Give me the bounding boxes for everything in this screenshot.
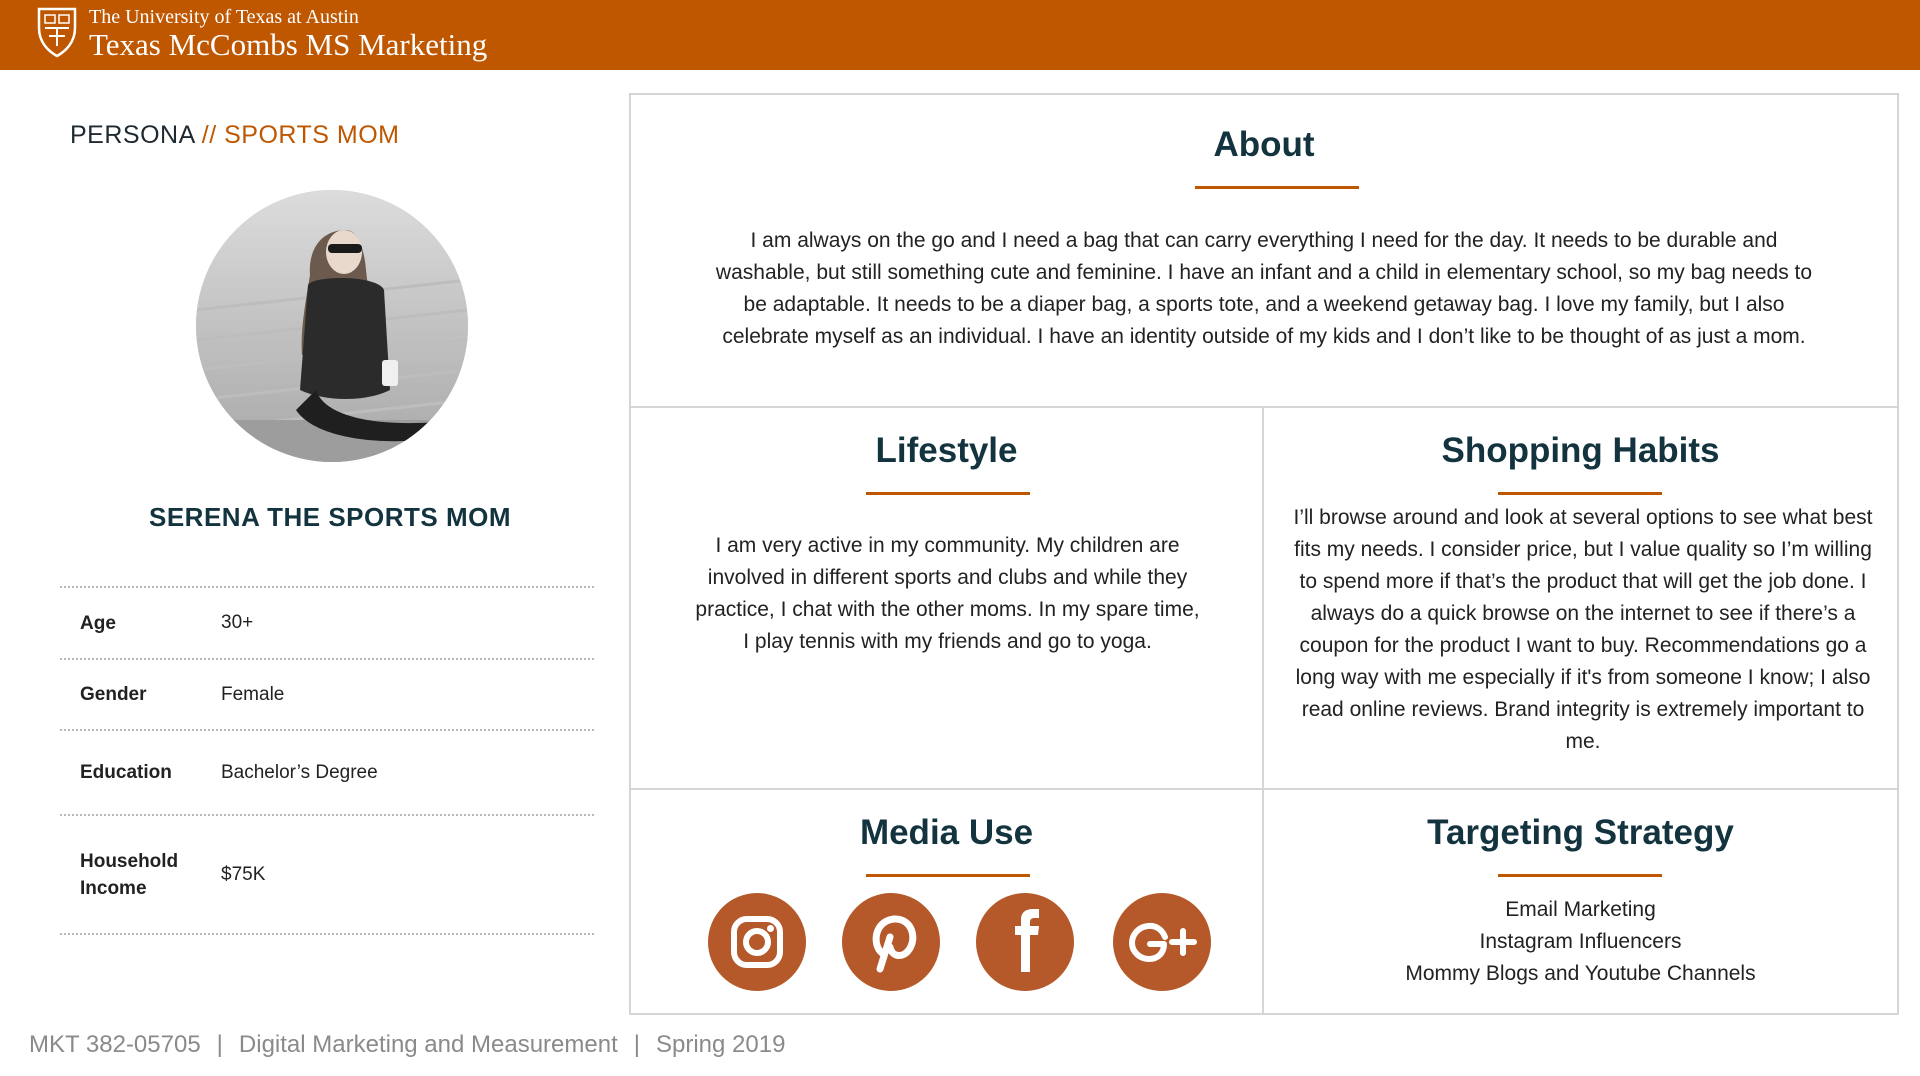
persona-photo [196,190,468,462]
shopping-title: Shopping Habits [1441,431,1720,470]
persona-grid [629,93,1899,1015]
course-term: Spring 2019 [655,1031,786,1058]
pinterest-icon[interactable] [842,893,940,991]
detail-value: Female [221,683,285,705]
google-plus-icon[interactable] [1113,893,1211,991]
shopping-habits-section [1264,408,1897,790]
detail-label: Gender [80,684,147,705]
targeting-item: Instagram Influencers [1479,930,1682,953]
program-name: Texas McCombs MS Marketing [89,27,488,62]
course-code: MKT 382-05705 [29,1031,201,1058]
shopping-underline [1498,492,1662,495]
targeting-item: Email Marketing [1505,898,1656,921]
detail-label: Education [80,762,172,783]
detail-label: Age [80,612,116,634]
lifestyle-underline [866,492,1030,495]
persona-heading [70,121,400,150]
about-underline [1195,186,1359,189]
shopping-text: I’ll browse around and look at several options to see what best fits my needs. I consider price, but I value quality so I’m willing to spend more if that’s the product that will get the job done. I always do a quick browse on the internet to see if there’s a coupon for the product I want to buy. Recommendations go a long way with me especially if it's from someone I know; I also read online reviews. Brand integrity is extremely important to me. [1293,506,1873,753]
top-banner [0,0,1920,70]
footer-separator: | [633,1031,640,1058]
course-name: Digital Marketing and Measurement [238,1031,618,1058]
footer-separator: | [216,1031,223,1058]
detail-value: Bachelor’s Degree [221,761,378,783]
persona-label: PERSONA [70,121,196,149]
about-title: About [1213,125,1315,164]
detail-row-age [60,586,594,658]
persona-type: // SPORTS MOM [201,121,400,149]
footer [29,1031,785,1059]
detail-label: Household Income [80,850,179,899]
targeting-list [1264,894,1897,990]
detail-row-education [60,729,594,814]
media-use-section [631,790,1264,1013]
media-title: Media Use [859,813,1034,852]
media-underline [866,874,1030,877]
detail-value: $75K [221,863,266,885]
facebook-icon[interactable] [976,893,1074,991]
targeting-underline [1498,874,1662,877]
persona-details-table [60,586,594,935]
lifestyle-section [631,408,1264,790]
lifestyle-title: Lifestyle [875,431,1018,470]
targeting-title: Targeting Strategy [1427,813,1734,852]
detail-row-income [60,814,594,935]
university-name: The University of Texas at Austin [89,6,359,28]
lifestyle-text: I am very active in my community. My children are involved in different sports and clubs and while they practice, I chat with the other moms. In my spare time, I play tennis with my friends and go to yoga. [695,534,1200,653]
detail-row-gender [60,658,594,729]
about-text: I am always on the go and I need a bag that can carry everything I need for the day. It needs to be durable and washable, but still something cute and feminine. I have an infant and a child in elementary school, so my bag needs to be adaptable. It needs to be a diaper bag, a sports tote, and a weekend getaway bag. I love my family, but I also celebrate myself as an individual. I have an identity outside of my kids and I don’t like to be thought of as just a mom. [715,229,1813,348]
ut-shield-logo [36,6,78,58]
targeting-item: Mommy Blogs and Youtube Channels [1405,962,1756,985]
targeting-strategy-section [1264,790,1897,1013]
persona-name: SERENA THE SPORTS MOM [148,502,511,532]
about-section [631,95,1897,408]
detail-value: 30+ [221,612,254,633]
social-icons [631,893,1264,993]
instagram-icon[interactable] [708,893,806,991]
